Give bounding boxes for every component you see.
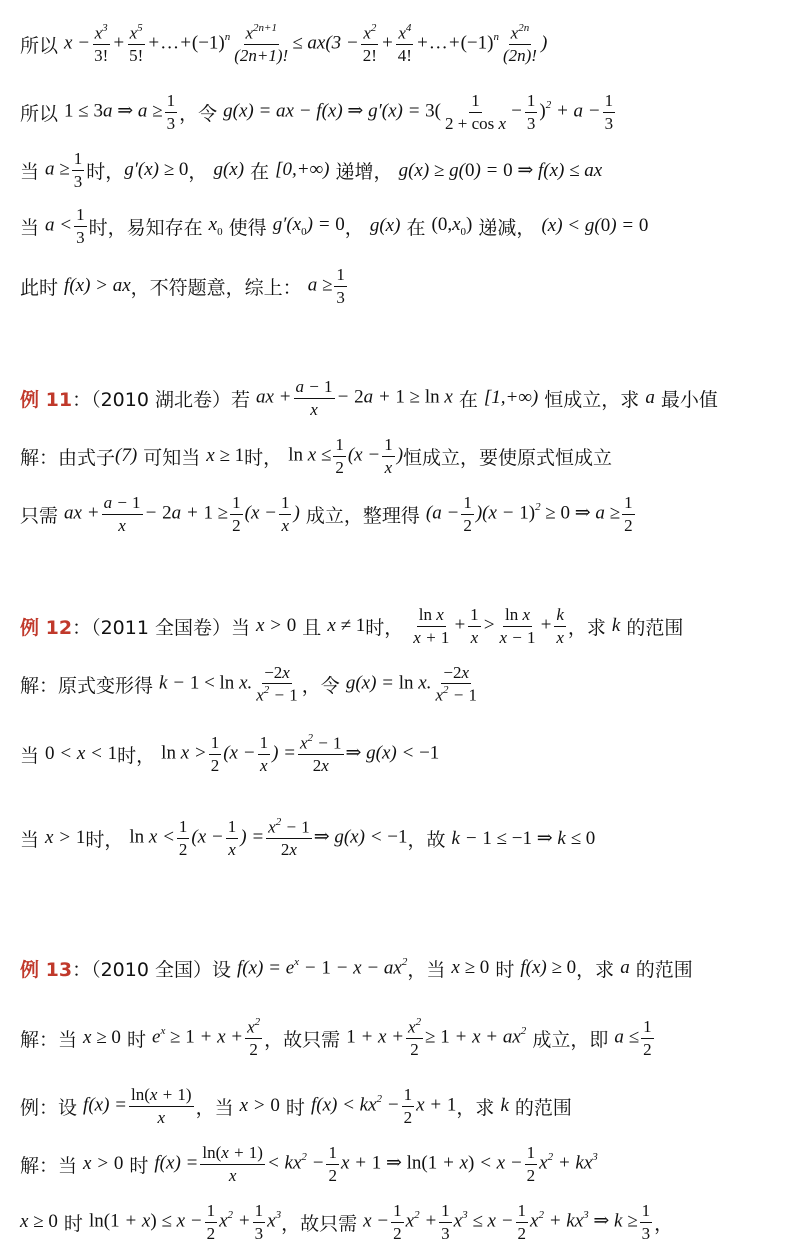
line-7: 解：由式子 (7) 可知当 x ≥ 1 时， ln x ≤ $\frac{1}{2}$ (x − $\frac{1}{x}$ ) 恒成立，要使原式恒成立	[20, 434, 613, 477]
line-12: 当 x > 1 时， ln x < $\frac{1}{2}$ (x − $\frac{1}{x}$ ) = $\frac{x^2 - 1}{2x}$ ⇒ g(x) < −1 ，故 k − 1 ≤ −1 ⇒ k ≤ 0	[20, 815, 596, 859]
line-1	[20, 20, 547, 68]
series-lhs: x − $\frac{x^3}{3!}$ + $\frac{x^5}{5!}$ $+\dots+(-1)^n$ $\frac{x^{2n+1}}{(2n+1)!}$ ≤ ax(3 − $\frac{x^2}{2!}$ + $\frac{x^4}{4!}$ $+\dots+(-1)^n$ $\frac{x^{2n}}{(2n)!}$ )	[64, 21, 548, 65]
example-label: 例 11	[20, 388, 73, 411]
proof-line: 所以	[20, 34, 65, 57]
line-11: 当 0 < x < 1 时， ln x > $\frac{1}{2}$ (x − $\frac{1}{x}$ ) = $\frac{x^2 - 1}{2x}$ ⇒ g(x) < −1	[20, 731, 440, 775]
example-11: 例 11 ：（2010 湖北卷）若 ax + $\frac{a - 1}{x}$ − 2a + 1 ≥ ln x 在 [1,+∞) 恒成立，求 a 最小值	[20, 376, 718, 419]
line-3: 当 a ≥ $\frac{1}{3}$ 时， g′(x) ≥ 0 ， g(x) 在 [0,+∞) 递增， g(x) ≥ g(0) = 0 ⇒ f(x) ≤ ax	[20, 148, 603, 191]
line-8: 只需 ax + $\frac{a - 1}{x}$ − 2a + 1 ≥ $\frac{1}{2}$ (x − $\frac{1}{x}$ ) 成立，整理得 (a − $\frac{1}{2}$ )$(x - 1)^2 \ge 0$ ⇒ a ≥ $\frac{1}{2}$	[20, 492, 633, 535]
line-2: 所以 1 ≤ 3a ⇒ a ≥ $\frac{1}{3}$ ，令 g(x) = ax − f(x) ⇒ g′(x) = 3( $\frac{1}{\text{2 + cos x}}$ − $\frac{1}{3}$ )$^2$ + a − $\frac{1}{3}$	[20, 90, 614, 133]
line-17: x ≥ 0 时 ln(1 + x) ≤ x − $\frac{1}{2}$ $x^2$ + $\frac{1}{3}$ $x^3$ ，故只需 x − $\frac{1}{2}$ $x^2$ + $\frac{1}{3}$ $x^3 \le x$ − $\frac{1}{2}$ $x^2 + kx^3$ ⇒ k ≥ $\frac{1}{3}$ ，	[20, 1200, 674, 1243]
line-15: 例：设 f(x) = $\frac{\ln(x + 1)}{x}$ ，当 x > 0 时 $f(x) < kx^2$ − $\frac{1}{2}$ x + 1 ，求 k 的范围	[20, 1084, 572, 1127]
example-12: 例 12 ：（2011 全国卷）当 x > 0 且 x ≠ 1 时， $\frac{\text{ln x}}{x + 1}$ + $\frac{1}{x}$ > $\frac{\text{ln x}}{x - 1}$ + $\frac{k}{x}$ ，求 k 的范围	[20, 604, 684, 647]
example-label: 例 13	[20, 958, 73, 981]
example-label: 例 12	[20, 616, 73, 639]
example-13: 例 13 ：（2010 全国）设 $f(x) = e^x - 1 - x - ax^2$ ，当 x ≥ 0 时 f(x) ≥ 0 ，求 a 的范围	[20, 955, 693, 981]
line-5: 此时 f(x) > ax ，不符题意，综上： a ≥ $\frac{1}{3}$	[20, 264, 345, 307]
line-10: 解：原式变形得 k − 1 < ln x. $\frac{-2x}{x^2 - 1}$ ，令 g(x) = ln x. $\frac{-2x}{x^2 - 1}$	[20, 662, 477, 705]
line-16: 解：当 x > 0 时 f(x) = $\frac{\ln(x + 1)}{x}$ < $kx^2$ − $\frac{1}{2}$ x + 1 ⇒ ln(1 + x) < x − $\frac{1}{2}$ $x^2 + kx^3$	[20, 1142, 598, 1185]
line-4: 当 a < $\frac{1}{3}$ 时，易知存在 $x_0$ 使得 $g'(x_0) = 0$ ， g(x) 在 $(0,x_0)$ 递减， (x) < g(0) = 0	[20, 204, 649, 247]
line-14: 解：当 x ≥ 0 时 $e^x \ge 1 + x$ + $\frac{x^2}{2}$ ，故只需 1 + x + $\frac{x^2}{2}$ ≥ $1 + x + ax^2$ 成立，即 a ≤ $\frac{1}{2}$	[20, 1015, 652, 1059]
